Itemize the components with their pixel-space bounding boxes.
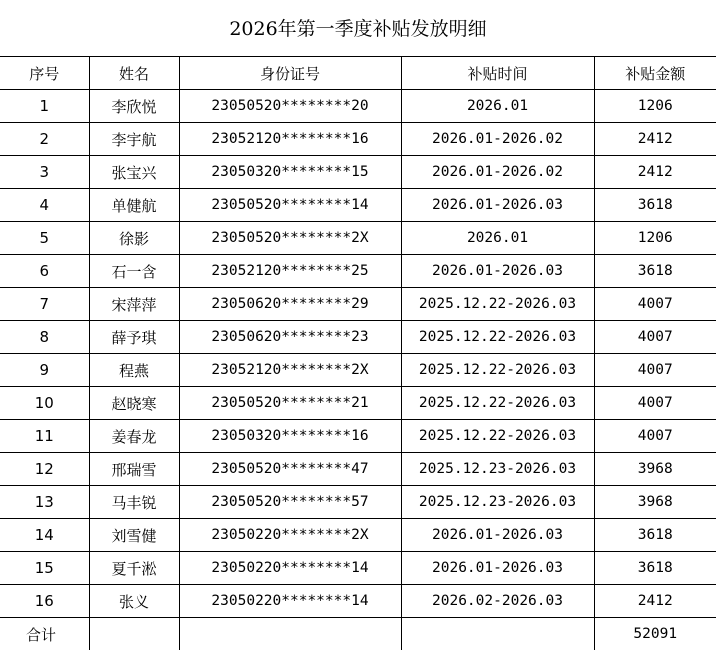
table-row <box>0 321 716 354</box>
cell-subsidy-period: 2025.12.23-2026.03 <box>401 486 594 519</box>
cell-subsidy-amount: 4007 <box>594 387 716 420</box>
cell-subsidy-amount: 2412 <box>594 156 716 189</box>
cell-name: 石一含 <box>89 255 179 288</box>
cell-index: 14 <box>0 519 89 552</box>
cell-id-number: 23052120********16 <box>179 123 401 156</box>
table-row <box>0 354 716 387</box>
cell-subsidy-period: 2026.01-2026.02 <box>401 156 594 189</box>
cell-id-number: 23050620********23 <box>179 321 401 354</box>
cell-subsidy-amount: 1206 <box>594 90 716 123</box>
cell-subsidy-period: 2026.01-2026.03 <box>401 552 594 585</box>
table-row <box>0 222 716 255</box>
cell-subsidy-amount: 3618 <box>594 519 716 552</box>
cell-subsidy-amount: 1206 <box>594 222 716 255</box>
cell-id-number: 23052120********25 <box>179 255 401 288</box>
table-row <box>0 288 716 321</box>
total-empty-cell <box>401 618 594 650</box>
subsidy-table <box>0 56 716 650</box>
cell-id-number: 23050220********14 <box>179 585 401 618</box>
total-amount: 52091 <box>594 618 716 650</box>
cell-subsidy-period: 2025.12.22-2026.03 <box>401 321 594 354</box>
table-row <box>0 453 716 486</box>
cell-subsidy-amount: 4007 <box>594 321 716 354</box>
cell-index: 5 <box>0 222 89 255</box>
cell-id-number: 23050520********14 <box>179 189 401 222</box>
cell-name: 夏千淞 <box>89 552 179 585</box>
cell-name: 单健航 <box>89 189 179 222</box>
cell-index: 6 <box>0 255 89 288</box>
cell-subsidy-amount: 4007 <box>594 420 716 453</box>
cell-id-number: 23050220********2X <box>179 519 401 552</box>
cell-index: 11 <box>0 420 89 453</box>
total-row <box>0 618 716 650</box>
cell-id-number: 23050520********21 <box>179 387 401 420</box>
cell-id-number: 23050520********2X <box>179 222 401 255</box>
cell-name: 刘雪健 <box>89 519 179 552</box>
cell-name: 姜春龙 <box>89 420 179 453</box>
cell-subsidy-period: 2026.01 <box>401 90 594 123</box>
cell-index: 15 <box>0 552 89 585</box>
cell-subsidy-period: 2025.12.23-2026.03 <box>401 453 594 486</box>
cell-subsidy-amount: 4007 <box>594 288 716 321</box>
cell-index: 1 <box>0 90 89 123</box>
cell-name: 程燕 <box>89 354 179 387</box>
cell-name: 徐影 <box>89 222 179 255</box>
header-subsidy-period: 补贴时间 <box>401 57 594 90</box>
cell-id-number: 23050520********57 <box>179 486 401 519</box>
cell-subsidy-period: 2025.12.22-2026.03 <box>401 420 594 453</box>
cell-subsidy-amount: 3618 <box>594 255 716 288</box>
cell-index: 12 <box>0 453 89 486</box>
table-row <box>0 387 716 420</box>
cell-name: 李宇航 <box>89 123 179 156</box>
cell-index: 4 <box>0 189 89 222</box>
table-row <box>0 90 716 123</box>
table-row <box>0 552 716 585</box>
cell-id-number: 23050520********20 <box>179 90 401 123</box>
cell-subsidy-period: 2025.12.22-2026.03 <box>401 288 594 321</box>
cell-index: 13 <box>0 486 89 519</box>
cell-subsidy-period: 2026.02-2026.03 <box>401 585 594 618</box>
total-label: 合计 <box>0 618 89 650</box>
table-row <box>0 123 716 156</box>
cell-subsidy-period: 2026.01 <box>401 222 594 255</box>
header-id-number: 身份证号 <box>179 57 401 90</box>
header-subsidy-amount: 补贴金额 <box>594 57 716 90</box>
cell-index: 9 <box>0 354 89 387</box>
cell-subsidy-amount: 4007 <box>594 354 716 387</box>
cell-index: 7 <box>0 288 89 321</box>
cell-index: 10 <box>0 387 89 420</box>
cell-index: 8 <box>0 321 89 354</box>
total-empty-cell <box>89 618 179 650</box>
table-row <box>0 585 716 618</box>
cell-subsidy-amount: 3968 <box>594 486 716 519</box>
header-name: 姓名 <box>89 57 179 90</box>
table-row <box>0 519 716 552</box>
cell-name: 邢瑞雪 <box>89 453 179 486</box>
cell-name: 马丰锐 <box>89 486 179 519</box>
table-row <box>0 189 716 222</box>
cell-subsidy-period: 2025.12.22-2026.03 <box>401 354 594 387</box>
cell-name: 张义 <box>89 585 179 618</box>
cell-name: 李欣悦 <box>89 90 179 123</box>
cell-id-number: 23050220********14 <box>179 552 401 585</box>
cell-name: 赵晓寒 <box>89 387 179 420</box>
cell-subsidy-amount: 3968 <box>594 453 716 486</box>
table-row <box>0 486 716 519</box>
cell-id-number: 23050520********47 <box>179 453 401 486</box>
cell-index: 3 <box>0 156 89 189</box>
cell-subsidy-amount: 2412 <box>594 585 716 618</box>
header-row <box>0 57 716 90</box>
cell-name: 薛予琪 <box>89 321 179 354</box>
table-row <box>0 420 716 453</box>
cell-subsidy-period: 2025.12.22-2026.03 <box>401 387 594 420</box>
cell-subsidy-period: 2026.01-2026.03 <box>401 519 594 552</box>
cell-id-number: 23050620********29 <box>179 288 401 321</box>
cell-index: 16 <box>0 585 89 618</box>
cell-subsidy-amount: 3618 <box>594 189 716 222</box>
cell-subsidy-amount: 3618 <box>594 552 716 585</box>
cell-index: 2 <box>0 123 89 156</box>
header-index: 序号 <box>0 57 89 90</box>
cell-id-number: 23050320********16 <box>179 420 401 453</box>
total-empty-cell <box>179 618 401 650</box>
cell-name: 张宝兴 <box>89 156 179 189</box>
cell-subsidy-period: 2026.01-2026.03 <box>401 255 594 288</box>
cell-id-number: 23050320********15 <box>179 156 401 189</box>
cell-subsidy-period: 2026.01-2026.03 <box>401 189 594 222</box>
cell-name: 宋萍萍 <box>89 288 179 321</box>
cell-subsidy-amount: 2412 <box>594 123 716 156</box>
table-row <box>0 156 716 189</box>
cell-id-number: 23052120********2X <box>179 354 401 387</box>
sheet-title: 2026年第一季度补贴发放明细 <box>229 18 487 40</box>
table-row <box>0 255 716 288</box>
cell-subsidy-period: 2026.01-2026.02 <box>401 123 594 156</box>
